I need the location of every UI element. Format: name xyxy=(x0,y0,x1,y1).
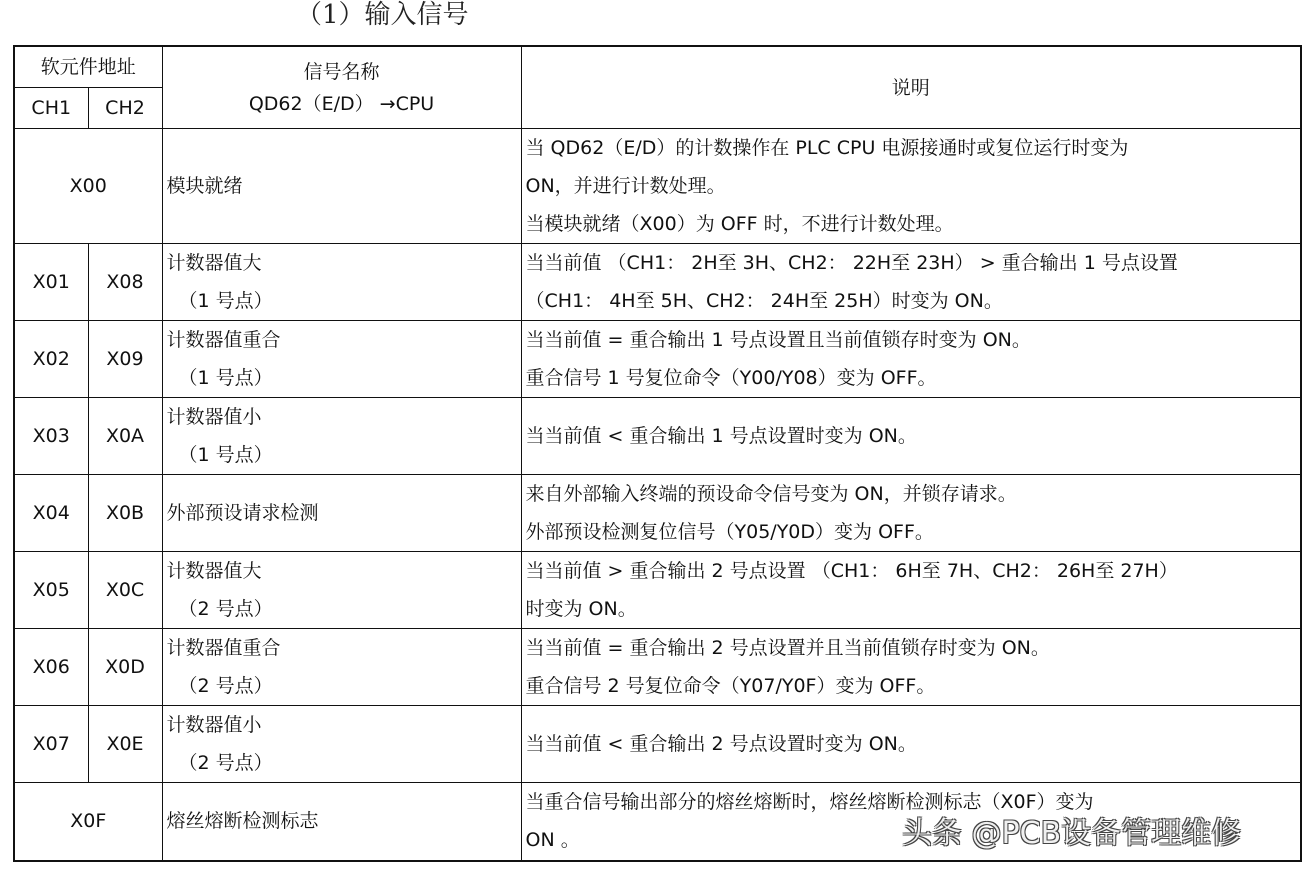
device-address-ch1: X07 xyxy=(14,706,88,783)
header-signal-name-line1: 信号名称 xyxy=(303,60,380,83)
signal-name xyxy=(162,706,521,783)
signal-name-line: （2 号点） xyxy=(178,752,273,774)
signal-name-line: （2 号点） xyxy=(178,598,273,620)
description-line: 来自外部输入终端的预设命令信号变为 ON，并锁存请求。 xyxy=(525,483,1017,505)
signal-name-line: 计数器值小 xyxy=(166,714,262,736)
table-row xyxy=(14,321,1301,398)
signal-name xyxy=(162,398,521,475)
device-address-ch2: X0B xyxy=(88,475,162,552)
header-signal-name-line2: QD62（E/D） →CPU xyxy=(248,92,435,115)
description-line: 时变为 ON。 xyxy=(525,598,637,620)
description-line: 当当前值 = 重合输出 1 号点设置且当前值锁存时变为 ON。 xyxy=(525,329,1031,351)
table-row xyxy=(14,475,1301,552)
description-line: 重合信号 2 号复位命令（Y07/Y0F）变为 OFF。 xyxy=(525,675,936,697)
signal-name xyxy=(162,629,521,706)
signal-name-line: 计数器值小 xyxy=(166,406,262,428)
device-address-ch2: X0A xyxy=(88,398,162,475)
signal-description xyxy=(521,244,1301,321)
signal-name-line: （1 号点） xyxy=(178,290,273,312)
table-row xyxy=(14,706,1301,783)
table-row xyxy=(14,129,1301,244)
signal-name-line: 外部预设请求检测 xyxy=(166,502,319,524)
header-ch2: CH2 xyxy=(88,88,162,129)
device-address: X0F xyxy=(14,783,162,861)
signal-name-line: 计数器值重合 xyxy=(166,329,281,351)
description-line: ON 。 xyxy=(525,829,580,852)
device-address: X00 xyxy=(14,129,162,244)
watermark: 头条 @PCB设备管理维修 xyxy=(902,816,1242,851)
description-line: ON，并进行计数处理。 xyxy=(525,175,726,197)
signal-name-line: 熔丝熔断检测标志 xyxy=(166,810,319,833)
device-address-ch1: X03 xyxy=(14,398,88,475)
description-line: 当当前值 < 重合输出 1 号点设置时变为 ON。 xyxy=(525,425,917,447)
device-address-ch2: X0D xyxy=(88,629,162,706)
signal-description xyxy=(521,552,1301,629)
header-ch1: CH1 xyxy=(14,88,88,129)
header-device-address: 软元件地址 xyxy=(14,46,162,88)
table-row xyxy=(14,552,1301,629)
description-line: 当重合信号输出部分的熔丝熔断时，熔丝熔断检测标志（X0F）变为 xyxy=(525,791,1094,814)
description-line: （CH1： 4H至 5H、CH2： 24H至 25H）时变为 ON。 xyxy=(525,290,1003,312)
signal-name xyxy=(162,129,521,244)
signal-description xyxy=(521,129,1301,244)
device-address-ch2: X09 xyxy=(88,321,162,398)
signal-name-line: 模块就绪 xyxy=(166,175,243,197)
signal-name xyxy=(162,552,521,629)
description-line: 当当前值 < 重合输出 2 号点设置时变为 ON。 xyxy=(525,733,917,755)
signal-description xyxy=(521,398,1301,475)
signal-name xyxy=(162,244,521,321)
description-line: 当模块就绪（X00）为 OFF 时，不进行计数处理。 xyxy=(525,213,954,235)
signal-description xyxy=(521,321,1301,398)
description-line: 外部预设检测复位信号（Y05/Y0D）变为 OFF。 xyxy=(525,521,934,543)
description-line: 当当前值 （CH1： 2H至 3H、CH2： 22H至 23H） > 重合输出 1 号点设置 xyxy=(525,252,1178,274)
signal-description xyxy=(521,629,1301,706)
device-address-ch2: X0C xyxy=(88,552,162,629)
description-line: 重合信号 1 号复位命令（Y00/Y08）变为 OFF。 xyxy=(525,367,937,389)
table-row xyxy=(14,244,1301,321)
device-address-ch1: X05 xyxy=(14,552,88,629)
device-address-ch1: X06 xyxy=(14,629,88,706)
section-title: （1）输入信号 xyxy=(296,0,469,30)
signal-name-line: 计数器值大 xyxy=(166,560,262,582)
device-address-ch1: X04 xyxy=(14,475,88,552)
signal-name-line: （2 号点） xyxy=(178,675,273,697)
device-address-ch2: X0E xyxy=(88,706,162,783)
signal-name xyxy=(162,783,521,861)
device-address-ch2: X08 xyxy=(88,244,162,321)
signal-name-line: （1 号点） xyxy=(178,367,273,389)
signal-name-line: （1 号点） xyxy=(178,444,273,466)
device-address-ch1: X02 xyxy=(14,321,88,398)
signal-name xyxy=(162,475,521,552)
signal-name-line: 计数器值重合 xyxy=(166,637,281,659)
signal-description xyxy=(521,475,1301,552)
description-line: 当当前值 = 重合输出 2 号点设置并且当前值锁存时变为 ON。 xyxy=(525,637,1050,659)
description-line: 当 QD62（E/D）的计数操作在 PLC CPU 电源接通时或复位运行时变为 xyxy=(525,137,1129,159)
table-row xyxy=(14,398,1301,475)
table-row xyxy=(14,629,1301,706)
header-signal-name xyxy=(162,46,521,129)
description-line: 当当前值 > 重合输出 2 号点设置 （CH1： 6H至 7H、CH2： 26H至 27H） xyxy=(525,560,1178,582)
input-signal-table xyxy=(13,45,1302,862)
signal-name xyxy=(162,321,521,398)
signal-description xyxy=(521,706,1301,783)
signal-name-line: 计数器值大 xyxy=(166,252,262,274)
device-address-ch1: X01 xyxy=(14,244,88,321)
header-description: 说明 xyxy=(521,46,1301,129)
